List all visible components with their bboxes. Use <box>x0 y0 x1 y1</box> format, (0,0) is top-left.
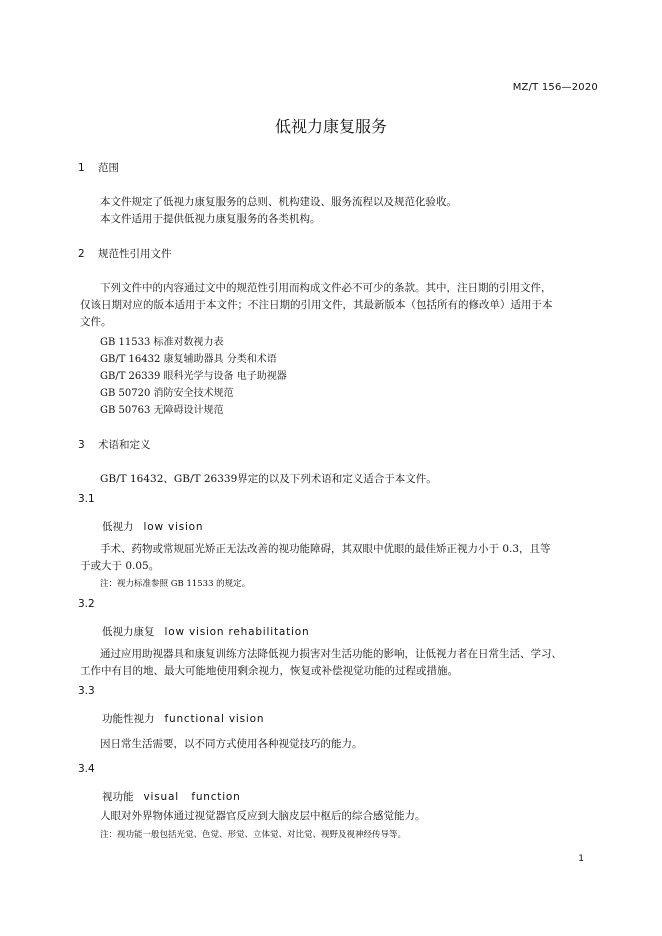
definition-3-1-line-1: 手术、药物或常规屈光矫正无法改善的视功能障碍，其双眼中优眼的最佳矫正视力小于 0.3，且等 <box>100 543 551 555</box>
definition-3-1-line-2: 于或大于 0.05。 <box>80 560 160 572</box>
term-3-4-zh: 视功能 <box>102 791 134 803</box>
section-2-intro-line-2: 仅该日期对应的版本适用于本文件；不注日期的引用文件，其最新版本（包括所有的修改单）适用于本 <box>80 299 553 311</box>
term-3-4-en: visual function <box>143 791 241 803</box>
section-1-number: 1 <box>78 162 85 174</box>
definition-3-3-line-1: 因日常生活需要，以不同方式使用各种视觉技巧的能力。 <box>100 738 363 750</box>
reference-item: GB/T 26339 眼科光学与设备 电子助视器 <box>100 371 287 382</box>
reference-item: GB 50720 消防安全技术规范 <box>100 388 234 399</box>
section-1-para-1: 本文件规定了低视力康复服务的总则、机构建设、服务流程以及规范化验收。 <box>100 196 457 208</box>
clause-3-4-number: 3.4 <box>78 763 95 775</box>
page-number: 1 <box>578 854 584 864</box>
section-1-heading <box>78 160 119 175</box>
section-2-number: 2 <box>78 248 85 260</box>
clause-3-3-number: 3.3 <box>78 685 95 697</box>
note-3-1: 注：视力标准参照 GB 11533 的规定。 <box>100 579 251 589</box>
section-3-number: 3 <box>78 439 85 451</box>
definition-3-2-line-2: 工作中有目的地、最大可能地使用剩余视力，恢复或补偿视觉功能的过程或措施。 <box>80 665 458 677</box>
reference-item: GB/T 16432 康复辅助器具 分类和术语 <box>100 354 277 365</box>
term-3-1-en: low vision <box>143 521 204 533</box>
standard-code: MZ/T 156—2020 <box>512 82 598 93</box>
section-2-intro-line-3: 文件。 <box>80 316 112 328</box>
term-3-2 <box>102 624 309 639</box>
section-1-title: 范围 <box>98 162 119 174</box>
term-3-4 <box>102 789 241 804</box>
section-2-title: 规范性引用文件 <box>98 248 172 260</box>
clause-3-1-number: 3.1 <box>78 493 95 505</box>
definition-3-4-line-1: 人眼对外界物体通过视觉器官反应到大脑皮层中枢后的综合感觉能力。 <box>100 810 426 822</box>
term-3-3-en: functional vision <box>164 713 265 725</box>
section-2-intro-line-1: 下列文件中的内容通过文中的规范性引用而构成文件必不可少的条款。其中，注日期的引用文件， <box>100 282 552 294</box>
term-3-2-en: low vision rehabilitation <box>164 626 310 638</box>
term-3-1 <box>102 519 203 534</box>
document-title: 低视力康复服务 <box>274 117 387 136</box>
reference-item: GB 11533 标准对数视力表 <box>100 337 224 348</box>
section-1-para-2: 本文件适用于提供低视力康复服务的各类机构。 <box>100 213 321 225</box>
section-3-intro: GB/T 16432、GB/T 26339界定的以及下列术语和定义适合于本文件。 <box>100 473 437 485</box>
term-3-2-zh: 低视力康复 <box>102 626 155 638</box>
term-3-3 <box>102 711 264 726</box>
section-2-heading <box>78 246 172 261</box>
clause-3-2-number: 3.2 <box>78 598 95 610</box>
note-3-4: 注：视功能一般包括光觉、色觉、形觉、立体觉、对比觉、视野及视神经传导等。 <box>100 830 407 840</box>
term-3-3-zh: 功能性视力 <box>102 713 155 725</box>
section-3-heading <box>78 437 151 452</box>
reference-item: GB 50763 无障碍设计规范 <box>100 405 224 416</box>
section-3-title: 术语和定义 <box>98 439 151 451</box>
definition-3-2-line-1: 通过应用助视器具和康复训练方法降低视力损害对生活功能的影响，让低视力者在日常生活、学习、 <box>100 648 562 660</box>
term-3-1-zh: 低视力 <box>102 521 134 533</box>
